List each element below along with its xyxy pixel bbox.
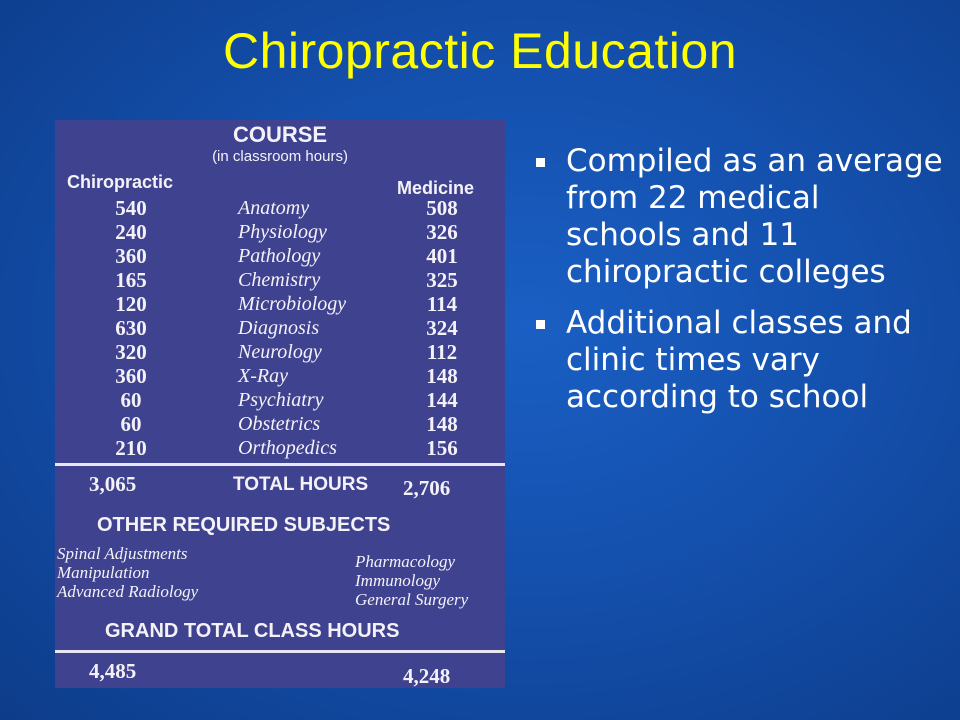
- table-cell-subject: Physiology: [238, 221, 327, 243]
- grand-total-medicine: 4,248: [403, 664, 451, 688]
- table-cell-subject: Obstetrics: [238, 413, 321, 435]
- table-cell-chiro: 540: [115, 196, 147, 220]
- table-cell-chiro: 60: [120, 412, 142, 436]
- chiropractic-hours-column: [109, 196, 153, 460]
- table-cell-med: 325: [426, 268, 458, 292]
- other-subjects-chiropractic: [57, 544, 198, 601]
- total-chiropractic: 3,065: [89, 472, 137, 496]
- table-cell-chiro: 360: [115, 244, 147, 268]
- square-bullet-icon: [536, 320, 545, 329]
- slide-title: Chiropractic Education: [222, 23, 738, 79]
- table-cell-subject: Pathology: [238, 245, 321, 267]
- table-cell-med: 112: [426, 340, 458, 364]
- table-cell-med: 156: [426, 436, 458, 460]
- table-cell-med: 324: [426, 316, 458, 340]
- table-cell-med: 508: [426, 196, 458, 220]
- total-hours-label: TOTAL HOURS: [233, 474, 369, 495]
- table-cell-subject: Chemistry: [238, 269, 321, 291]
- table-cell-chiro: 240: [115, 220, 147, 244]
- grand-total-label: GRAND TOTAL CLASS HOURS: [105, 620, 400, 642]
- table-cell-subject: Orthopedics: [238, 437, 337, 459]
- list-item: Manipulation: [57, 563, 150, 582]
- table-cell-subject: Diagnosis: [238, 317, 320, 339]
- list-item: Pharmacology: [355, 552, 456, 571]
- bullet-text: Additional classes and clinic times vary according to school: [566, 305, 912, 415]
- table-cell-subject: X-Ray: [238, 365, 288, 387]
- table-cell-chiro: 320: [115, 340, 147, 364]
- bullet-list: [534, 143, 944, 430]
- grand-total-chiropractic: 4,485: [89, 659, 137, 683]
- course-hours-table: [55, 120, 505, 688]
- table-cell-subject: Microbiology: [238, 293, 347, 315]
- table-cell-med: 401: [426, 244, 458, 268]
- column-header-chiropractic: Chiropractic: [67, 172, 174, 192]
- total-medicine: 2,706: [403, 476, 451, 500]
- table-cell-med: 148: [426, 364, 458, 388]
- table-cell-med: 326: [426, 220, 458, 244]
- table-cell-subject: Neurology: [238, 341, 322, 363]
- bullet-item: [534, 143, 944, 291]
- list-item: Immunology: [355, 571, 440, 590]
- table-cell-chiro: 165: [115, 268, 147, 292]
- table-cell-med: 148: [426, 412, 458, 436]
- table-cell-med: 114: [426, 292, 458, 316]
- table-cell-chiro: 210: [115, 436, 147, 460]
- table-cell-chiro: 60: [120, 388, 142, 412]
- table-subtitle: (in classroom hours): [212, 148, 348, 165]
- divider: [55, 463, 505, 466]
- table-cell-chiro: 120: [115, 292, 147, 316]
- other-subjects-medicine: [355, 552, 468, 609]
- table-cell-subject: Anatomy: [238, 197, 310, 219]
- table-title: COURSE: [232, 122, 328, 147]
- medicine-hours-column: [418, 196, 466, 460]
- column-header-medicine: Medicine: [397, 178, 475, 198]
- table-cell-med: 144: [426, 388, 458, 412]
- bullet-item: [534, 305, 944, 416]
- divider: [55, 650, 505, 653]
- table-cell-chiro: 360: [115, 364, 147, 388]
- list-item: Advanced Radiology: [57, 582, 199, 601]
- square-bullet-icon: [536, 158, 545, 167]
- table-cell-chiro: 630: [115, 316, 147, 340]
- other-subjects-title: OTHER REQUIRED SUBJECTS: [97, 514, 391, 536]
- subject-column: [238, 196, 346, 460]
- list-item: General Surgery: [355, 590, 469, 609]
- table-cell-subject: Psychiatry: [238, 389, 324, 411]
- list-item: Spinal Adjustments: [57, 544, 188, 563]
- bullet-text: Compiled as an average from 22 medical schools and 11 chiropractic colleges: [566, 143, 943, 290]
